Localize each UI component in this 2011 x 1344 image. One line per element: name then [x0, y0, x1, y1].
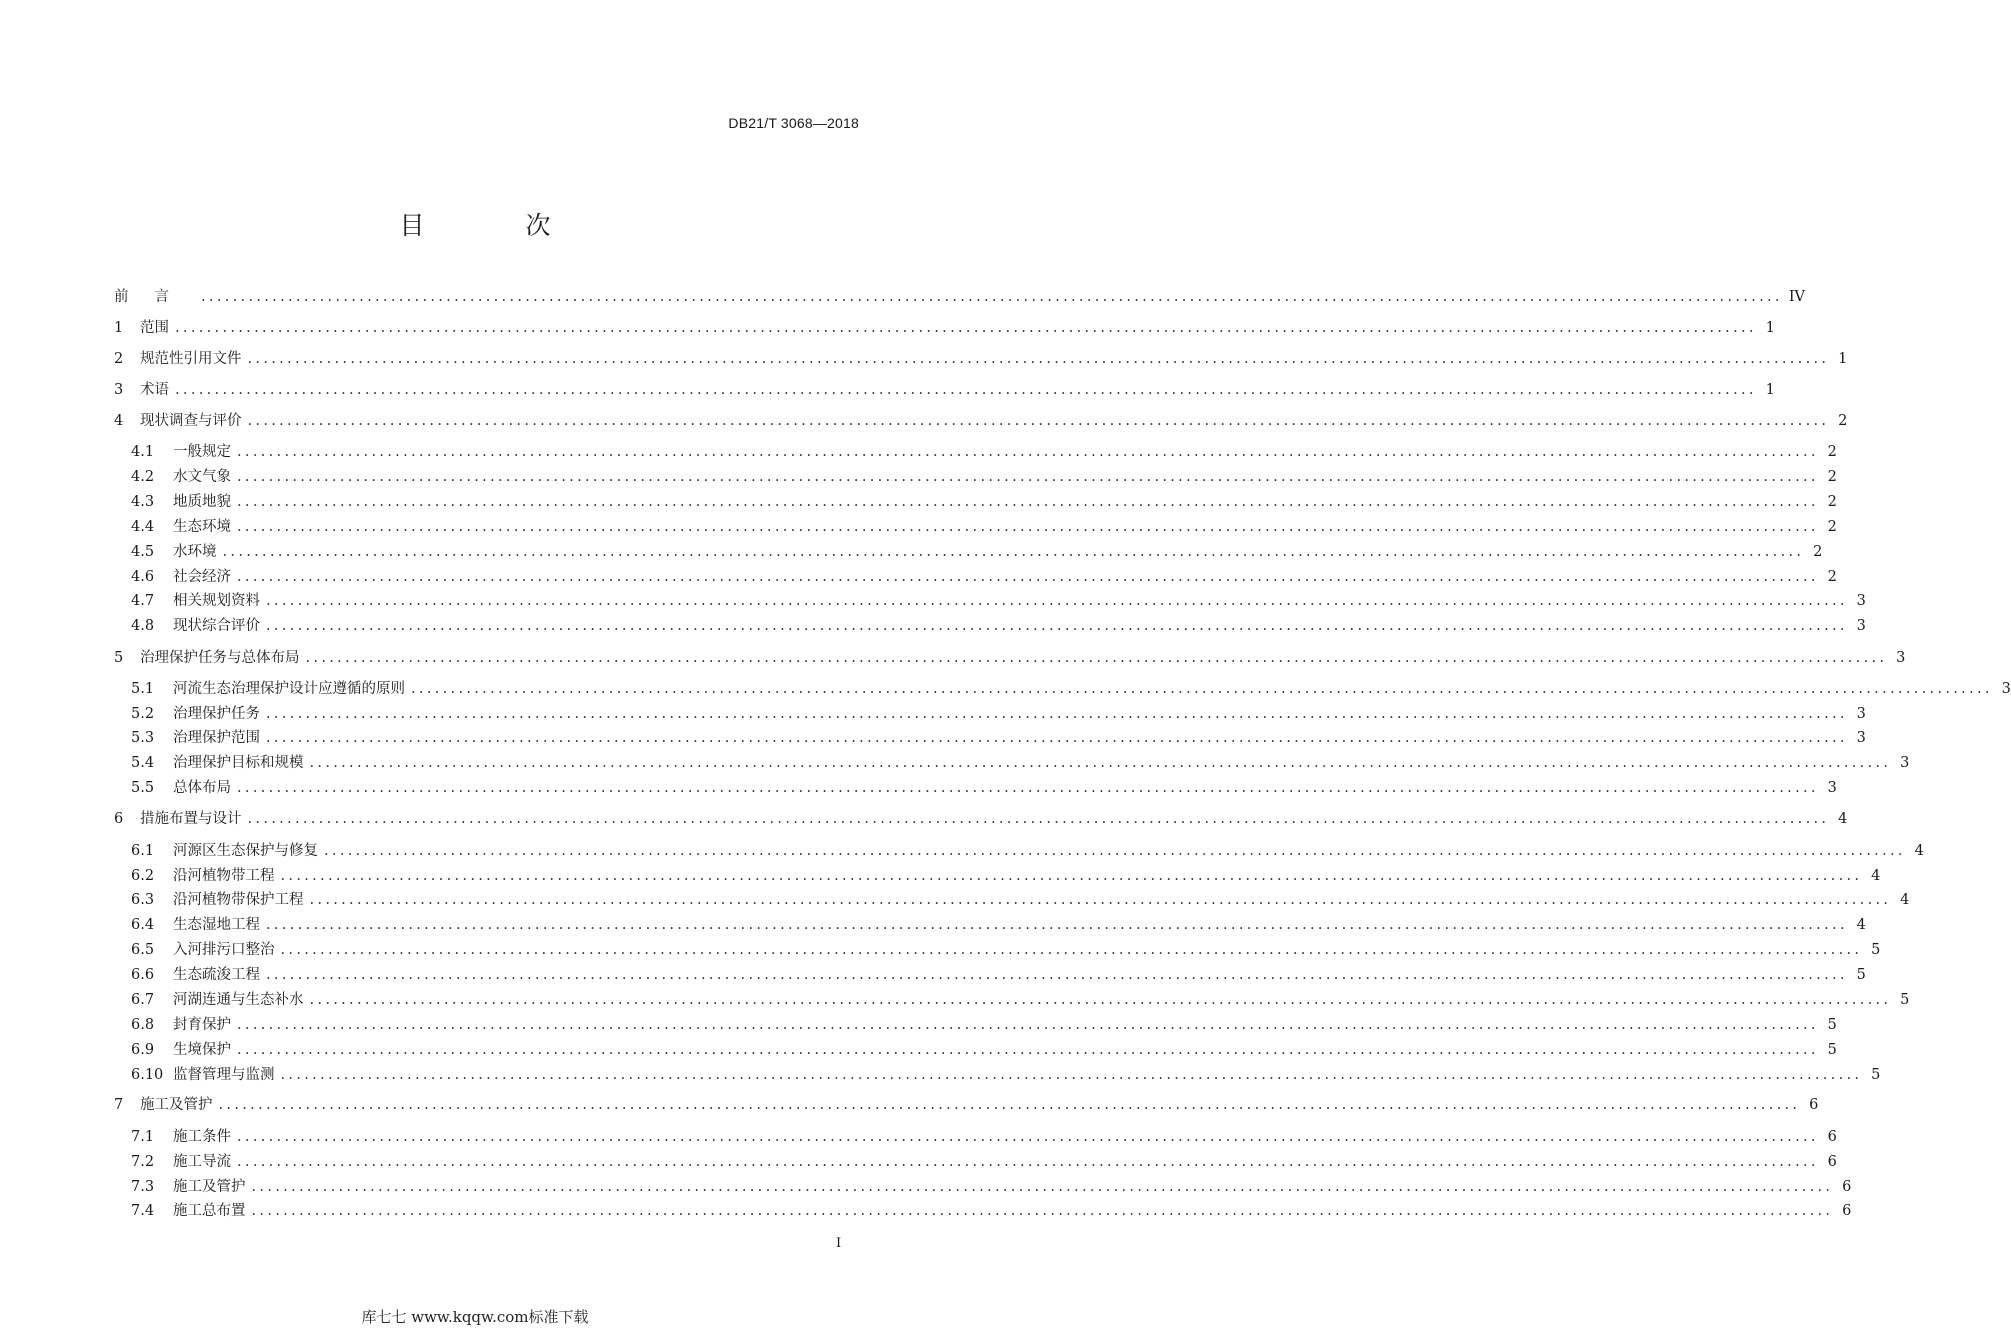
- toc-entry-number: 7.3: [131, 1179, 155, 1195]
- toc-entry[interactable]: [114, 317, 1775, 339]
- toc-entry[interactable]: [131, 1014, 1837, 1036]
- toc-leader-dots: ........................................................................................................................................................................................................: [237, 569, 1819, 585]
- toc-entry-page: 5: [1900, 992, 1910, 1008]
- toc-leader-dots: ........................................................................................................................................................................................................: [266, 967, 1848, 983]
- toc-leader-dots: ........................................................................................................................................................................................................: [175, 320, 1757, 336]
- toc-leader-dots: ........................................................................................................................................................................................................: [237, 494, 1819, 510]
- toc-leader-dots: ........................................................................................................................................................................................................: [411, 681, 1993, 697]
- toc-entry-title: 河湖连通与生态补水: [173, 992, 304, 1008]
- toc-entry-title: 一般规定: [173, 444, 231, 460]
- page-title: 目 次: [399, 211, 589, 240]
- toc-entry[interactable]: [131, 491, 1837, 513]
- toc-entry-title: 施工条件: [173, 1129, 231, 1145]
- toc-entry[interactable]: [131, 889, 1910, 911]
- toc-entry-page: 2: [1827, 469, 1837, 485]
- watermark-text: 库七七 www.kqqw.com标准下载: [361, 1308, 589, 1326]
- toc-entry-title: 施工总布置: [173, 1203, 246, 1219]
- toc-entry-number: 4.5: [131, 544, 155, 560]
- toc-entry-title: 总体布局: [173, 780, 231, 796]
- toc-entry-number: 6: [114, 811, 124, 827]
- toc-leader-dots: ........................................................................................................................................................................................................: [280, 868, 1863, 884]
- toc-entry-title: 生态湿地工程: [173, 917, 260, 933]
- toc-entry[interactable]: [131, 964, 1866, 986]
- toc-entry-title: 前言: [114, 289, 195, 305]
- toc-entry[interactable]: [131, 441, 1837, 463]
- toc-leader-dots: ........................................................................................................................................................................................................: [309, 892, 1892, 908]
- toc-entry-title: 监督管理与监测: [173, 1067, 275, 1083]
- toc-entry-title: 治理保护范围: [173, 730, 260, 746]
- toc-leader-dots: ........................................................................................................................................................................................................: [237, 1154, 1819, 1170]
- toc-entry-page: 6: [1842, 1179, 1852, 1195]
- toc-entry-page: 3: [1827, 780, 1837, 796]
- toc-leader-dots: ........................................................................................................................................................................................................: [266, 730, 1848, 746]
- toc-entry-number: 6.6: [131, 967, 155, 983]
- toc-entry-number: 4.6: [131, 569, 155, 585]
- toc-entry[interactable]: [131, 1176, 1852, 1198]
- toc-entry-number: 4: [114, 413, 124, 429]
- toc-leader-dots: ........................................................................................................................................................................................................: [237, 1129, 1819, 1145]
- toc-entry-number: 5.4: [131, 755, 155, 771]
- toc-entry[interactable]: [131, 1200, 1852, 1222]
- toc-entry-title: 相关规划资料: [173, 593, 260, 609]
- toc-entry-number: 1: [114, 320, 124, 336]
- toc-entry[interactable]: [131, 939, 1881, 961]
- page-number: I: [836, 1236, 842, 1251]
- toc-entry-page: 1: [1765, 382, 1775, 398]
- toc-leader-dots: ........................................................................................................................................................................................................: [201, 289, 1783, 305]
- toc-leader-dots: ........................................................................................................................................................................................................: [222, 544, 1805, 560]
- toc-entry-page: 2: [1827, 519, 1837, 535]
- toc-entry[interactable]: [131, 914, 1866, 936]
- toc-entry-number: 3: [114, 382, 124, 398]
- toc-entry[interactable]: [114, 808, 1848, 830]
- toc-entry-page: IV: [1788, 289, 1806, 305]
- toc-entry-page: 6: [1827, 1154, 1837, 1170]
- toc-entry-title: 施工导流: [173, 1154, 231, 1170]
- toc-entry-number: 6.4: [131, 917, 155, 933]
- toc-entry-number: 6.5: [131, 942, 155, 958]
- toc-entry-page: 4: [1900, 892, 1910, 908]
- toc-entry-page: 3: [1856, 618, 1866, 634]
- toc-entry[interactable]: [114, 1094, 1819, 1116]
- toc-entry[interactable]: [114, 348, 1848, 370]
- toc-entry-title: 现状调查与评价: [140, 413, 242, 429]
- toc-leader-dots: ........................................................................................................................................................................................................: [266, 706, 1848, 722]
- toc-entry[interactable]: [114, 379, 1775, 401]
- toc-leader-dots: ........................................................................................................................................................................................................: [280, 942, 1863, 958]
- toc-entry-page: 6: [1809, 1097, 1819, 1113]
- toc-entry-number: 6.10: [131, 1067, 164, 1083]
- toc-entry-title: 生态疏浚工程: [173, 967, 260, 983]
- toc-entry-title: 封育保护: [173, 1017, 231, 1033]
- toc-entry[interactable]: [131, 590, 1866, 612]
- toc-entry[interactable]: [131, 865, 1881, 887]
- toc-entry-title: 术语: [140, 382, 169, 398]
- toc-entry-page: 4: [1856, 917, 1866, 933]
- toc-entry-number: 6.3: [131, 892, 155, 908]
- toc-entry-page: 2: [1813, 544, 1823, 560]
- toc-entry-number: 7.2: [131, 1154, 155, 1170]
- toc-entry[interactable]: [131, 541, 1823, 563]
- toc-leader-dots: ........................................................................................................................................................................................................: [280, 1067, 1863, 1083]
- toc-entry-title: 治理保护任务与总体布局: [140, 650, 300, 666]
- toc-entry-page: 3: [2001, 681, 2011, 697]
- toc-leader-dots: ........................................................................................................................................................................................................: [309, 992, 1892, 1008]
- toc-entry-title: 现状综合评价: [173, 618, 260, 634]
- toc-entry[interactable]: [114, 647, 1906, 669]
- toc-entry[interactable]: [114, 286, 1806, 308]
- toc-leader-dots: ........................................................................................................................................................................................................: [324, 843, 1906, 859]
- toc-entry-number: 4.3: [131, 494, 155, 510]
- toc-entry-number: 5.1: [131, 681, 155, 697]
- toc-entry[interactable]: [131, 1126, 1837, 1148]
- toc-entry-page: 4: [1871, 868, 1881, 884]
- toc-leader-dots: ........................................................................................................................................................................................................: [305, 650, 1888, 666]
- toc-entry-page: 2: [1827, 569, 1837, 585]
- toc-entry-title: 沿河植物带保护工程: [173, 892, 304, 908]
- toc-entry-number: 6.1: [131, 843, 155, 859]
- toc-leader-dots: ........................................................................................................................................................................................................: [251, 1203, 1834, 1219]
- toc-entry-number: 7: [114, 1097, 124, 1113]
- toc-entry-number: 6.7: [131, 992, 155, 1008]
- toc-entry[interactable]: [131, 777, 1837, 799]
- toc-entry-page: 4: [1914, 843, 1924, 859]
- toc-entry-number: 4.2: [131, 469, 155, 485]
- toc-entry-number: 6.9: [131, 1042, 155, 1058]
- toc-entry-page: 3: [1856, 730, 1866, 746]
- toc-entry-title: 措施布置与设计: [140, 811, 242, 827]
- toc-entry-page: 3: [1856, 706, 1866, 722]
- toc-entry[interactable]: [131, 727, 1866, 749]
- toc-entry-title: 河源区生态保护与修复: [173, 843, 318, 859]
- toc-entry-title: 河流生态治理保护设计应遵循的原则: [173, 681, 405, 697]
- toc-entry-title: 规范性引用文件: [140, 351, 242, 367]
- toc-entry-number: 5: [114, 650, 124, 666]
- toc-entry-page: 3: [1900, 755, 1910, 771]
- toc-entry-number: 5.3: [131, 730, 155, 746]
- standard-code: DB21/T 3068—2018: [728, 115, 859, 131]
- toc-leader-dots: ........................................................................................................................................................................................................: [237, 780, 1819, 796]
- toc-entry[interactable]: [131, 1151, 1837, 1173]
- toc-entry-title: 水文气象: [173, 469, 231, 485]
- toc-leader-dots: ........................................................................................................................................................................................................: [175, 382, 1757, 398]
- toc-entry[interactable]: [131, 615, 1866, 637]
- toc-leader-dots: ........................................................................................................................................................................................................: [237, 444, 1819, 460]
- toc-entry-page: 5: [1871, 1067, 1881, 1083]
- toc-entry-number: 6.8: [131, 1017, 155, 1033]
- toc-entry[interactable]: [131, 1064, 1881, 1086]
- toc-entry-title: 水环境: [173, 544, 217, 560]
- toc-entry-title: 范围: [140, 320, 169, 336]
- toc-entry[interactable]: [131, 678, 2011, 700]
- toc-entry-title: 入河排污口整治: [173, 942, 275, 958]
- toc-entry[interactable]: [131, 703, 1866, 725]
- toc-entry-title: 施工及管护: [173, 1179, 246, 1195]
- toc-entry[interactable]: [131, 752, 1910, 774]
- toc-leader-dots: ........................................................................................................................................................................................................: [237, 469, 1819, 485]
- toc-entry-title: 沿河植物带工程: [173, 868, 275, 884]
- toc-leader-dots: ........................................................................................................................................................................................................: [218, 1097, 1801, 1113]
- toc-entry[interactable]: [131, 1039, 1837, 1061]
- toc-leader-dots: ........................................................................................................................................................................................................: [247, 351, 1830, 367]
- toc-entry-page: 6: [1827, 1129, 1837, 1145]
- toc-entry-number: 6.2: [131, 868, 155, 884]
- toc-entry-page: 4: [1838, 811, 1848, 827]
- toc-leader-dots: ........................................................................................................................................................................................................: [266, 618, 1848, 634]
- toc-entry[interactable]: [114, 410, 1848, 432]
- toc-entry[interactable]: [131, 516, 1837, 538]
- toc-entry-number: 4.7: [131, 593, 155, 609]
- toc-entry-title: 生境保护: [173, 1042, 231, 1058]
- toc-entry-page: 3: [1896, 650, 1906, 666]
- toc-leader-dots: ........................................................................................................................................................................................................: [247, 811, 1830, 827]
- toc-leader-dots: ........................................................................................................................................................................................................: [266, 917, 1848, 933]
- toc-leader-dots: ........................................................................................................................................................................................................: [237, 1017, 1819, 1033]
- toc-entry-page: 5: [1827, 1042, 1837, 1058]
- toc-entry-title: 施工及管护: [140, 1097, 213, 1113]
- toc-leader-dots: ........................................................................................................................................................................................................: [237, 519, 1819, 535]
- toc-entry-page: 6: [1842, 1203, 1852, 1219]
- toc-entry[interactable]: [131, 566, 1837, 588]
- toc-entry[interactable]: [131, 840, 1924, 862]
- toc-entry-page: 5: [1827, 1017, 1837, 1033]
- toc-entry-title: 治理保护任务: [173, 706, 260, 722]
- toc-entry-page: 5: [1871, 942, 1881, 958]
- toc-entry[interactable]: [131, 466, 1837, 488]
- toc-entry-title: 生态环境: [173, 519, 231, 535]
- toc-entry-number: 2: [114, 351, 124, 367]
- toc-entry-number: 7.1: [131, 1129, 155, 1145]
- toc-leader-dots: ........................................................................................................................................................................................................: [247, 413, 1830, 429]
- toc-entry-number: 5.5: [131, 780, 155, 796]
- toc-leader-dots: ........................................................................................................................................................................................................: [309, 755, 1892, 771]
- toc-entry-page: 5: [1856, 967, 1866, 983]
- toc-entry-number: 4.4: [131, 519, 155, 535]
- toc-leader-dots: ........................................................................................................................................................................................................: [251, 1179, 1834, 1195]
- toc-entry-page: 1: [1838, 351, 1848, 367]
- toc-entry-page: 2: [1827, 444, 1837, 460]
- toc-entry-page: 2: [1838, 413, 1848, 429]
- toc-entry-page: 3: [1856, 593, 1866, 609]
- toc-entry-title: 社会经济: [173, 569, 231, 585]
- toc-entry-title: 治理保护目标和规模: [173, 755, 304, 771]
- toc-entry-number: 4.1: [131, 444, 155, 460]
- toc-entry[interactable]: [131, 989, 1910, 1011]
- toc-entry-number: 5.2: [131, 706, 155, 722]
- toc-leader-dots: ........................................................................................................................................................................................................: [266, 593, 1848, 609]
- toc-entry-number: 7.4: [131, 1203, 155, 1219]
- toc-entry-page: 1: [1765, 320, 1775, 336]
- toc-leader-dots: ........................................................................................................................................................................................................: [237, 1042, 1819, 1058]
- toc-entry-number: 4.8: [131, 618, 155, 634]
- toc-entry-page: 2: [1827, 494, 1837, 510]
- toc-entry-title: 地质地貌: [173, 494, 231, 510]
